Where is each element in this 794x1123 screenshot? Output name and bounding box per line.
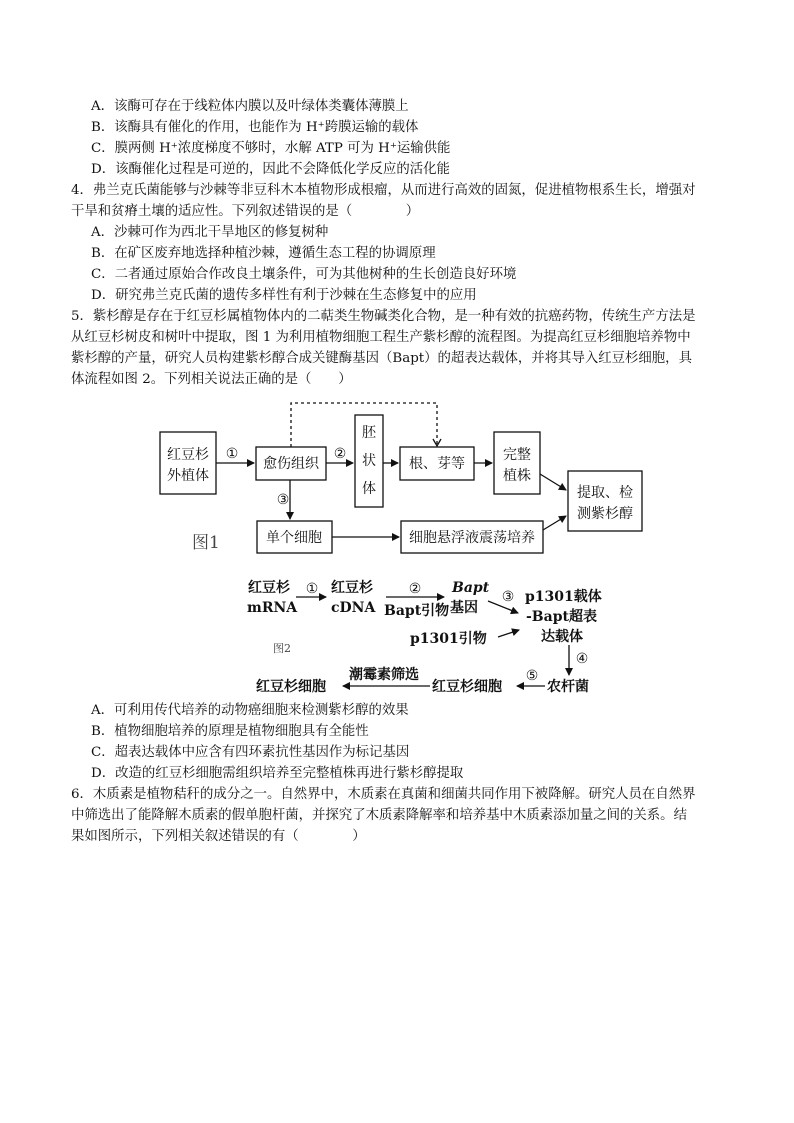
q5-stem-line4: 体流程如图 2。下列相关说法正确的是（ ） xyxy=(71,372,352,387)
q3-option-d: D．该酶催化过程是可逆的，因此不会降低化学反应的活化能 xyxy=(91,162,450,177)
q6-stem-line1: 6．木质素是植物秸秆的成分之一。自然界中，木质素在真菌和细菌共同作用下被降解。研究人员在自然界 xyxy=(71,787,696,802)
fig1-embryoid-2: 状 xyxy=(362,453,376,469)
fig1-step-3: ③ xyxy=(276,492,290,508)
fig1-embryoid-1: 胚 xyxy=(362,425,376,441)
fig2-cdna-line2: cDNA xyxy=(331,600,376,616)
fig2-arrow-p1301 xyxy=(498,630,519,637)
fig1-box-explant xyxy=(160,432,216,494)
fig1-box-extract xyxy=(568,471,642,531)
fig2-vector-line3: 达载体 xyxy=(541,629,583,645)
fig1-arrow-suspension-extract xyxy=(543,516,566,530)
q5-option-c: C．超表达载体中应含有四环素抗性基因作为标记基因 xyxy=(91,745,410,760)
fig1-embryoid-3: 体 xyxy=(362,481,376,497)
fig1-extract-line1: 提取、检 xyxy=(577,485,633,501)
fig1-single-text: 单个细胞 xyxy=(266,530,322,546)
q4-option-c: C．二者通过原始合作改良土壤条件，可为其他树种的生长创造良好环境 xyxy=(91,267,517,282)
fig2-step-4: ④ xyxy=(575,651,589,667)
fig2-primer-bapt: Bapt引物 xyxy=(384,603,450,619)
fig2-screen: 潮霉素筛选 xyxy=(349,667,419,683)
q6-stem-line2: 中筛选出了能降解木质素的假单胞杆菌，并探究了木质素降解率和培养基中木质素添加量之间的关系。结 xyxy=(71,808,687,823)
q4-option-b: B．在矿区废弃地选择种植沙棘，遵循生态工程的协调原理 xyxy=(91,246,436,261)
fig1-explant-line2: 外植体 xyxy=(167,468,209,484)
fig1-box-plant xyxy=(494,432,540,494)
fig1-extract-line2: 测紫杉醇 xyxy=(577,506,633,522)
q4-option-d: D．研究弗兰克氏菌的遗传多样性有利于沙棘在生态修复中的应用 xyxy=(91,288,477,303)
fig1-step-2: ② xyxy=(333,446,347,462)
fig1-suspension-text: 细胞悬浮液震荡培养 xyxy=(409,530,535,546)
fig2-step-1: ① xyxy=(305,581,319,597)
fig2-step-2: ② xyxy=(408,581,422,597)
q4-stem-line1: 4．弗兰克氏菌能够与沙棘等非豆科木本植物形成根瘤，从而进行高效的固氮，促进植物根系生长，增强对 xyxy=(71,183,696,198)
fig2-gene-line2: 基因 xyxy=(450,600,478,616)
q4-stem-line2: 干旱和贫瘠土壤的适应性。下列叙述错误的是（ ） xyxy=(71,204,420,219)
fig1-arrow-plant-extract xyxy=(540,474,566,490)
q5-option-a: A．可利用传代培养的动物癌细胞来检测紫杉醇的效果 xyxy=(91,703,409,718)
fig2-step-3: ③ xyxy=(501,589,515,605)
q5-stem-line3: 紫杉醇的产量，研究人员构建紫杉醇合成关键酶基因（Bapt）的超表达载体，并将其导入红豆杉细胞，具 xyxy=(71,351,692,366)
q4-option-a: A．沙棘可作为西北干旱地区的修复树种 xyxy=(91,225,329,240)
fig2-agro: 农杆菌 xyxy=(547,679,589,695)
fig1-explant-line1: 红豆杉 xyxy=(167,447,209,463)
q3-option-c: C．膜两侧 H⁺浓度梯度不够时，水解 ATP 可为 H⁺运输供能 xyxy=(91,141,451,156)
fig2-vector-line2: -Bapt超表 xyxy=(526,609,597,625)
fig1-step-1: ① xyxy=(225,446,239,462)
q5-stem-line2: 从红豆杉树皮和树叶中提取，图 1 为利用植物细胞工程生产紫杉醇的流程图。为提高红豆杉细胞培养物中 xyxy=(71,330,691,345)
fig2-step-5: ⑤ xyxy=(525,668,539,684)
fig1-plant-line2: 植株 xyxy=(503,468,531,484)
fig1-roots-text: 根、芽等 xyxy=(409,456,465,472)
fig2-primer-p1301: p1301引物 xyxy=(410,631,487,647)
q3-option-a: A．该酶可存在于线粒体内膜以及叶绿体类囊体薄膜上 xyxy=(91,99,409,114)
fig2-cell-final: 红豆杉细胞 xyxy=(256,679,326,695)
fig1-plant-line1: 完整 xyxy=(503,447,531,463)
fig2-cdna-line1: 红豆杉 xyxy=(331,580,373,596)
fig2-vector-line1: p1301载体 xyxy=(525,589,602,605)
fig2-gene-line1: Bapt xyxy=(452,580,490,596)
fig2-label: 图2 xyxy=(273,642,291,655)
fig2-mrna-line1: 红豆杉 xyxy=(248,580,290,596)
q6-stem-line3: 果如图所示，下列相关叙述错误的有（ ） xyxy=(71,829,366,844)
q5-option-d: D．改造的红豆杉细胞需组织培养至完整植株再进行紫杉醇提取 xyxy=(91,766,464,781)
q5-option-b: B．植物细胞培养的原理是植物细胞具有全能性 xyxy=(91,724,369,739)
q5-stem-line1: 5．紫杉醇是存在于红豆杉属植物体内的二萜类生物碱类化合物，是一种有效的抗癌药物，传统生产方法是 xyxy=(71,309,696,324)
q3-option-b: B．该酶具有催化的作用，也能作为 H⁺跨膜运输的载体 xyxy=(91,120,419,135)
fig1-callus-text: 愈伤组织 xyxy=(263,456,319,472)
fig1-label: 图1 xyxy=(192,533,220,553)
fig2-mrna-line2: mRNA xyxy=(247,600,298,616)
fig2-cell-mid: 红豆杉细胞 xyxy=(432,679,502,695)
figure-2-flowchart xyxy=(247,579,602,695)
